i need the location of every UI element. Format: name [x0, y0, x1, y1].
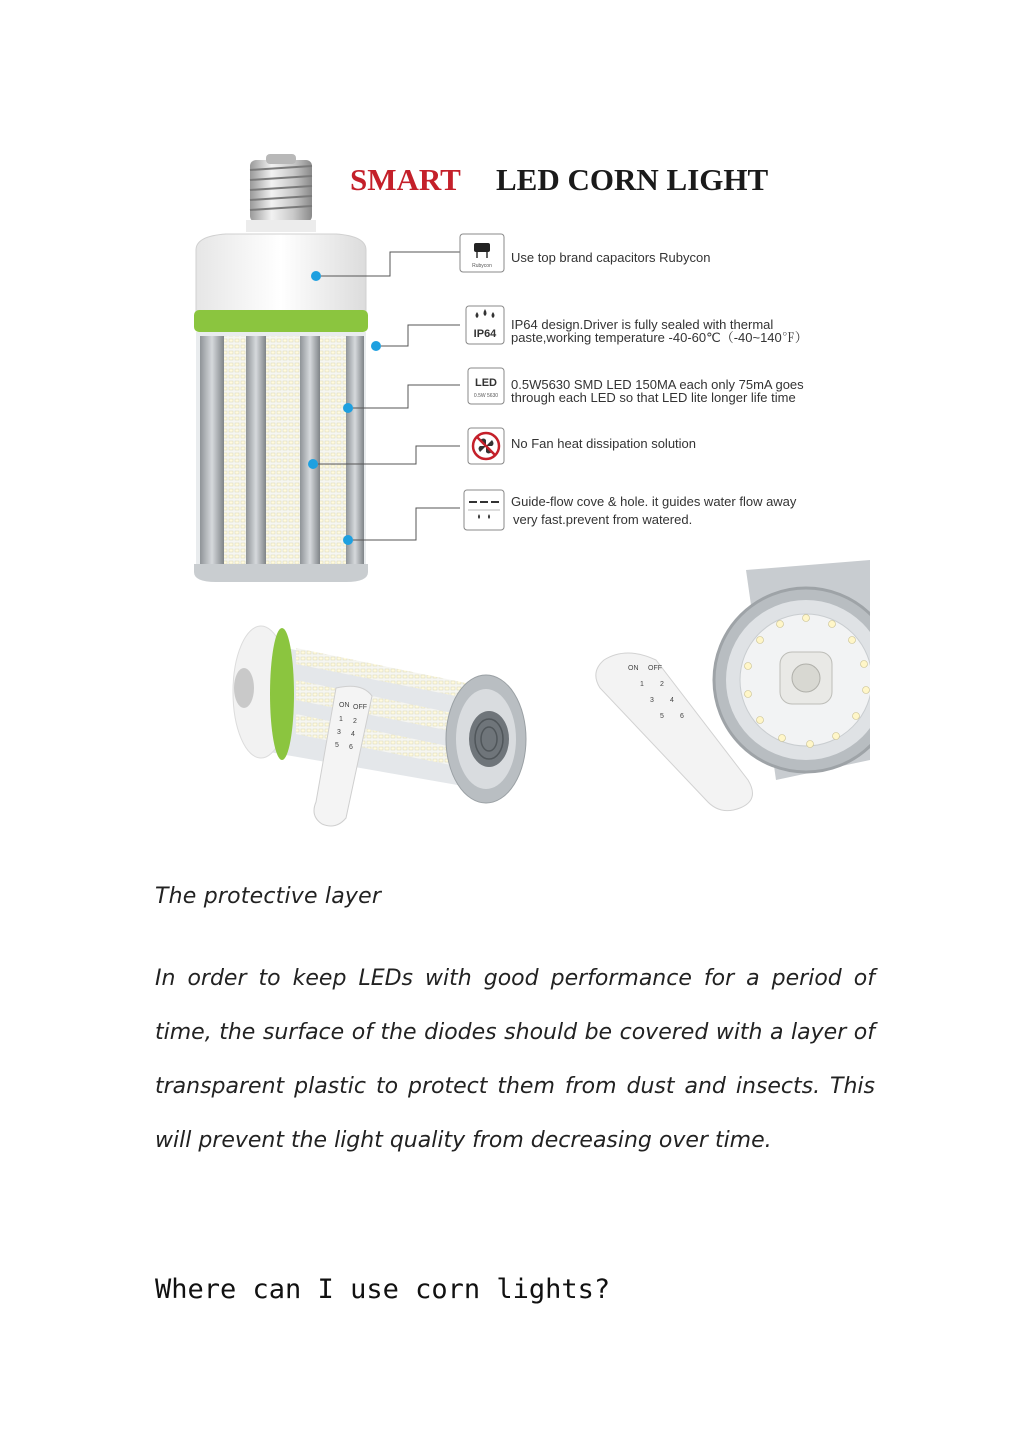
remote-front-key: 3	[337, 729, 341, 736]
corn-lamp-with-remote	[233, 626, 526, 826]
feature-text-guide-flow-line2: very fast.prevent from watered.	[513, 512, 693, 527]
section-heading: The protective layer	[155, 884, 382, 909]
feature-row-ip64	[466, 306, 808, 345]
led-chip-icon-sublabel: 0.5W 5630	[473, 393, 499, 399]
remote-key: 1	[640, 681, 644, 688]
remote-front-key: 4	[351, 731, 355, 738]
question-heading: Where can I use corn lights?	[155, 1274, 611, 1305]
feature-text-guide-flow-line1: Guide-flow cove & hole. it guides water flow away	[511, 494, 797, 509]
title-rest: LED CORN LIGHT	[496, 162, 769, 197]
corn-lamp-upright	[194, 154, 381, 582]
feature-row-no-fan	[468, 428, 696, 464]
remote-key: 2	[660, 681, 664, 688]
remote-front-key: 1	[339, 716, 343, 723]
feature-row-led	[468, 368, 804, 405]
figure-title	[350, 162, 768, 197]
feature-text-no-fan: No Fan heat dissipation solution	[511, 436, 697, 451]
remote-key: OFF	[648, 665, 662, 672]
corn-lamp-end-view	[714, 560, 870, 780]
waterproof-icon-label: IP64	[473, 328, 497, 340]
remote-key: 6	[680, 713, 684, 720]
remote-front-key: 5	[335, 742, 339, 749]
remote-front-key: OFF	[353, 704, 367, 711]
feature-text-led-line2: through each LED so that LED lite longer life time	[511, 390, 796, 405]
remote-front-key: 2	[353, 718, 357, 725]
remote-key: 4	[670, 697, 674, 704]
remote-front-key: ON	[339, 702, 350, 709]
title-accent: SMART	[350, 162, 461, 197]
remote-key: 3	[650, 697, 654, 704]
feature-row-capacitor	[460, 234, 710, 272]
remote-key: ON	[628, 665, 639, 672]
capacitor-icon-label: Rubycon	[472, 263, 492, 269]
feature-text-capacitor: Use top brand capacitors Rubycon	[511, 250, 711, 265]
feature-text-ip64-line1: IP64 design.Driver is fully sealed with thermal	[511, 317, 774, 332]
feature-row-guide-flow	[464, 490, 797, 530]
led-chip-icon-label: LED	[475, 377, 497, 389]
no-fan-icon	[473, 433, 499, 459]
feature-text-ip64-line2: paste,working temperature -40-60℃（-40~140℉）	[511, 330, 808, 345]
feature-text-led-line1: 0.5W5630 SMD LED 150MA each only 75mA goes	[511, 377, 804, 392]
remote-key: 5	[660, 713, 664, 720]
product-figure	[186, 140, 870, 844]
remote-front-key: 6	[349, 744, 353, 751]
led-chip-icon	[474, 377, 498, 399]
section-body: In order to keep LEDs with good performance for a period of time, the surface of the diodes should be covered with a layer of transparent plastic to protect them from dust and insects. This will prevent the light quality from decreasing over time.	[155, 966, 875, 1153]
